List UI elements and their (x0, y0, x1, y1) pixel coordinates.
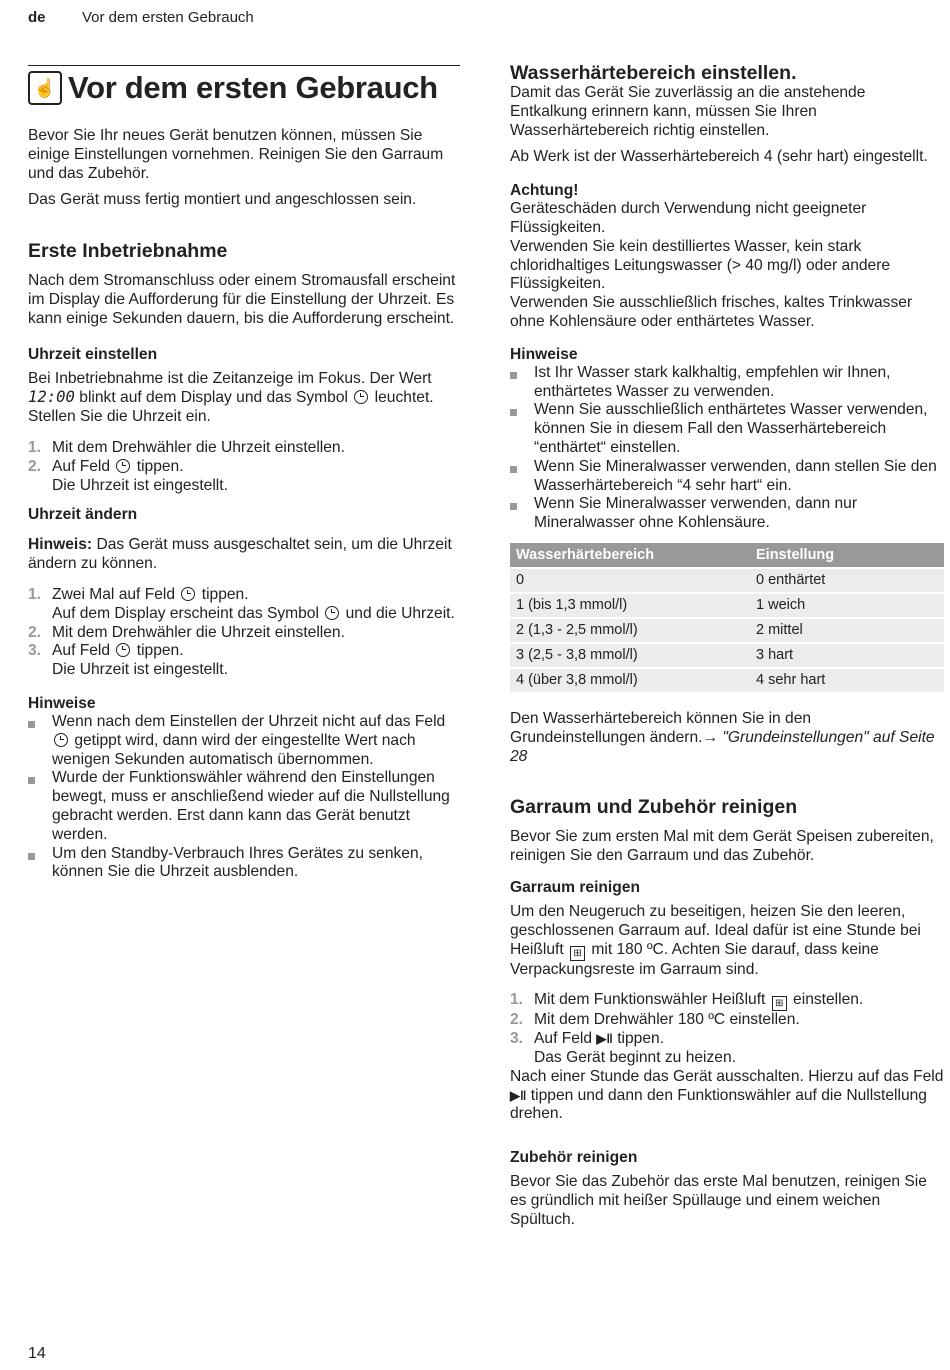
grundeinstellungen-reference: Den Wasserhärtebereich können Sie in den Grundeinstellungen ändern.→ "Grundeinstellungen" auf Seite 28 (510, 709, 935, 765)
list-item: 2. Mit dem Drehwähler 180 ºC einstellen. (510, 1011, 800, 1029)
hinweise-list (28, 713, 460, 882)
hinweis-text: Hinweis: Das Gerät muss ausgeschaltet sein, um die Uhrzeit ändern zu können. (28, 536, 452, 573)
subheading-uhrzeit-einstellen: Uhrzeit einstellen (28, 345, 158, 363)
hot-air-fan-icon: ⊞ (570, 946, 585, 961)
list-item: 1. Mit dem Drehwähler die Uhrzeit einstellen. (28, 438, 345, 456)
garraum-steps (510, 991, 944, 1067)
table-header-row (510, 543, 944, 568)
list-item: Wurde der Funktionswähler während den Einstellungen bewegt, muss er anschließend wieder auf die Nullstellung gebracht werden. Erst dann kann das Gerät benutzt werden. (28, 769, 460, 844)
zubehoer-text: Bevor Sie das Zubehör das erste Mal benutzen, reinigen Sie es gründlich mit heißer Spüllauge und einem weichen Spültuch. (510, 1173, 927, 1228)
time-display-value: 12:00 (28, 388, 75, 407)
list-item: Wenn nach dem Einstellen der Uhrzeit nicht auf das Feld getippt wird, dann wird der eingestellte Wert nach wenigen Sekunden automatisch übernommen. (28, 713, 460, 769)
list-item: Ist Ihr Wasser stark kalkhaltig, empfehlen wir Ihnen, enthärtetes Wasser zu verwenden. (510, 364, 944, 402)
clock-icon (325, 606, 339, 620)
list-item: 3. Auf Feld tippen. Die Uhrzeit ist eingestellt. (28, 642, 228, 679)
table-row: 4 (über 3,8 mmol/l) 4 sehr hart (510, 668, 944, 692)
language-code: de (28, 9, 46, 26)
right-column (510, 62, 944, 1237)
running-header-title: Vor dem ersten Gebrauch (82, 9, 254, 26)
hand-pointer-icon: ☝ (28, 71, 62, 105)
intro-paragraph-2: Das Gerät muss fertig montiert und angeschlossen sein. (28, 191, 417, 209)
garraum-reinigen-text: Um den Neugeruch zu beseitigen, heizen Sie den leeren, geschlossenen Garraum auf. Ideal dafür ist eine Stunde bei Heißluft ⊞ mit 180 ºC. Achten Sie darauf, dass keine Verpackungsreste im Garraum sind. (510, 902, 921, 978)
nach-einer-stunde-text: Nach einer Stunde das Gerät ausschalten. Hierzu auf das Feld ▶ǁ tippen und dann den Funktionswähler auf die Nullstellung drehen. (510, 1067, 944, 1123)
left-column (28, 58, 460, 892)
list-item: Wenn Sie Mineralwasser verwenden, dann nur Mineralwasser ohne Kohlensäure. (510, 495, 944, 533)
list-item: 2. Auf Feld tippen. Die Uhrzeit ist eingestellt. (28, 457, 228, 494)
table-row: 0 0 enthärtet (510, 568, 944, 593)
list-item: Um den Standby-Verbrauch Ihres Gerätes zu senken, können Sie die Uhrzeit ausblenden. (28, 845, 460, 883)
subheading-zubehoer-reinigen: Zubehör reinigen (510, 1149, 638, 1167)
table-row: 3 (2,5 - 3,8 mmol/l) 3 hart (510, 643, 944, 668)
hot-air-fan-icon: ⊞ (772, 996, 787, 1011)
list-item: 1. Zwei Mal auf Feld tippen. Auf dem Display erscheint das Symbol und die Uhrzeit. (28, 585, 455, 622)
arrow-right-icon: → (702, 728, 719, 746)
wasserhaerte-text: Damit das Gerät Sie zuverlässig an die anstehende Entkalkung erinnern kann, müssen Sie Ihren Wasserhärtebereich richtig einstellen. (510, 84, 866, 139)
section-heading-garraum: Garraum und Zubehör reinigen (510, 796, 798, 819)
uhrzeit-einstellen-text: Bei Inbetriebnahme ist die Zeitanzeige im Fokus. Der Wert 12:00 blinkt auf dem Display und das Symbol leuchtet. Stellen Sie die Uhrzeit ein. (28, 369, 434, 426)
column-header: Einstellung (750, 543, 944, 568)
einstellen-steps (28, 439, 460, 495)
column-header: Wasserhärtebereich (510, 543, 750, 568)
table-row: 2 (1,3 - 2,5 mmol/l) 2 mittel (510, 618, 944, 643)
achtung-label: Achtung! (510, 182, 579, 200)
wasserhaerte-text-2: Ab Werk ist der Wasserhärtebereich 4 (sehr hart) eingestellt. (510, 148, 928, 166)
main-heading (28, 65, 460, 110)
list-item: 1. Mit dem Funktionswähler Heißluft ⊞ einstellen. (510, 991, 864, 1010)
subheading-hinweise: Hinweise (510, 345, 578, 363)
page-number: 14 (28, 1345, 46, 1362)
table-row: 1 (bis 1,3 mmol/l) 1 weich (510, 593, 944, 618)
clock-icon (181, 587, 195, 601)
clock-icon (116, 643, 130, 657)
erste-text: Nach dem Stromanschluss oder einem Stromausfall erscheint im Display die Aufforderung für die Einstellung der Uhrzeit. Es kann einige Sekunden dauern, bis die Aufforderung erscheint. (28, 272, 456, 327)
page-reference-link[interactable]: "Grundeinstellungen" auf Seite 28 (510, 728, 935, 765)
achtung-text: Geräteschäden durch Verwendung nicht geeigneter Flüssigkeiten. Verwenden Sie kein destilliertes Wasser, kein stark chloridhaltiges Leitungswasser (> 40 mg/l) oder andere Flüssigkeiten. Verwenden Sie ausschließlich frisches, kaltes Trinkwasser ohne Kohlensäure oder enthärtetes Wasser. (510, 200, 913, 330)
clock-icon (116, 459, 130, 473)
list-item: 3. Auf Feld ▶ǁ tippen. Das Gerät beginnt zu heizen. (510, 1030, 736, 1066)
garraum-text: Bevor Sie zum ersten Mal mit dem Gerät Speisen zubereiten, reinigen Sie den Garraum und das Zubehör. (510, 828, 934, 865)
wasserhaerte-table (510, 543, 944, 692)
subheading-hinweise: Hinweise (28, 694, 96, 712)
section-heading-erste: Erste Inbetriebnahme (28, 240, 228, 263)
aendern-steps (28, 586, 460, 680)
clock-icon (354, 390, 368, 404)
section-heading-wasserhaerte: Wasserhärtebereich einstellen. (510, 62, 797, 84)
start-pause-icon: ▶ǁ (596, 1031, 613, 1047)
list-item: Wenn Sie Mineralwasser verwenden, dann stellen Sie den Wasserhärtebereich “4 sehr hart“ ein. (510, 458, 944, 496)
list-item: 2. Mit dem Drehwähler die Uhrzeit einstellen. (28, 623, 345, 641)
subheading-uhrzeit-aendern: Uhrzeit ändern (28, 506, 138, 524)
intro-paragraph: Bevor Sie Ihr neues Gerät benutzen können, müssen Sie einige Einstellungen vornehmen. Reinigen Sie den Garraum und das Zubehör. (28, 127, 444, 182)
start-pause-icon: ▶ǁ (510, 1087, 527, 1103)
hinweise-list (510, 364, 944, 533)
page-title: Vor dem ersten Gebrauch (68, 70, 438, 105)
list-item: Wenn Sie ausschließlich enthärtetes Wasser verwenden, können Sie in diesem Fall den Wasserhärtebereich “enthärtet“ einstellen. (510, 401, 944, 457)
subheading-garraum-reinigen: Garraum reinigen (510, 878, 640, 896)
clock-icon (54, 733, 68, 747)
